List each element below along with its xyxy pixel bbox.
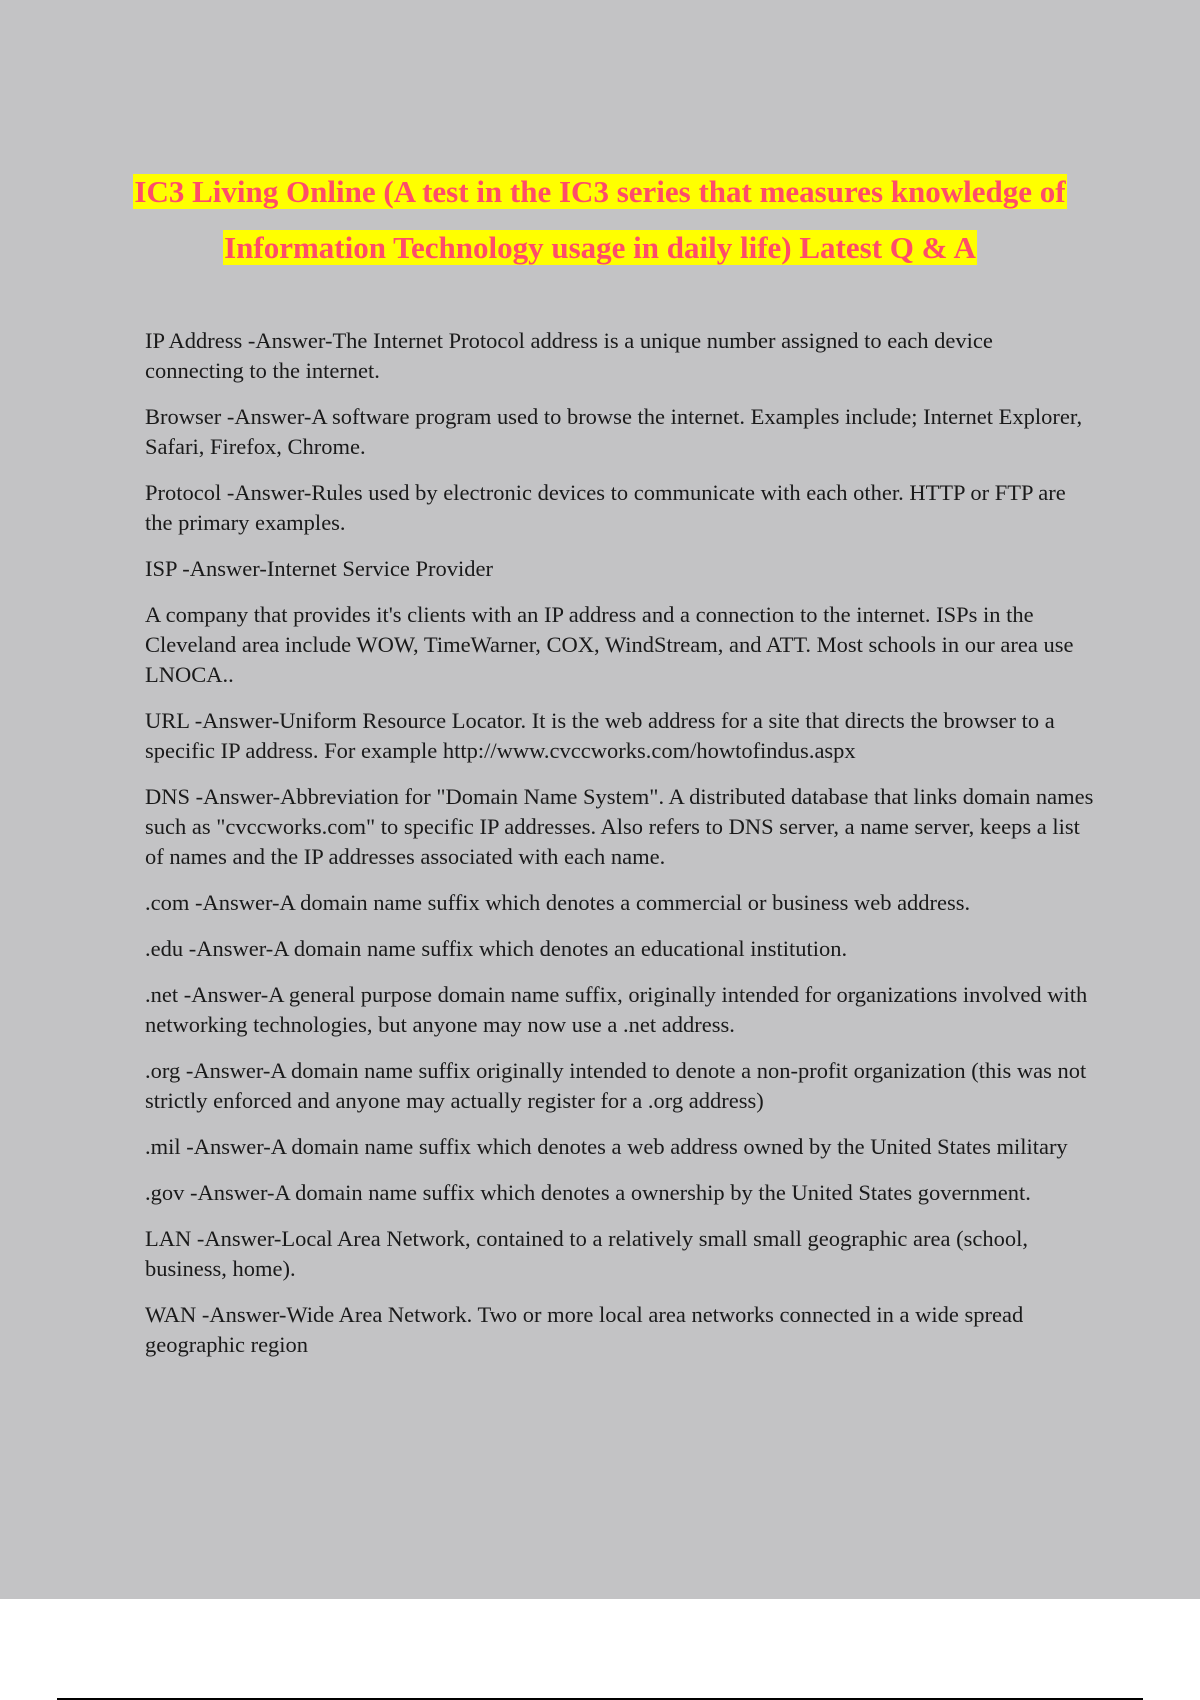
qa-entry: .edu -Answer-A domain name suffix which denotes an educational institution. [145,936,848,961]
qa-entry: .gov -Answer-A domain name suffix which denotes a ownership by the United States government. [145,1180,1031,1205]
qa-entry: URL -Answer-Uniform Resource Locator. It is the web address for a site that directs the browser to a specific IP address. For example http://www.cvccworks.com/howtofindus.aspx [145,708,1055,763]
qa-entry: WAN -Answer-Wide Area Network. Two or more local area networks connected in a wide spread geographic region [145,1302,1024,1357]
qa-entry: LAN -Answer-Local Area Network, contained to a relatively small small geographic area (school, business, home). [145,1226,1028,1281]
qa-entry: .com -Answer-A domain name suffix which denotes a commercial or business web address. [145,890,971,915]
title-line-1: IC3 Living Online (A test in the IC3 series that measures knowledge of [134,174,1066,209]
document-title [100,164,1100,276]
qa-entry: ISP -Answer-Internet Service Provider [145,556,493,581]
qa-entry: .mil -Answer-A domain name suffix which denotes a web address owned by the United States military [145,1134,1068,1159]
title-line-2: Information Technology usage in daily life) Latest Q & A [224,230,976,265]
qa-entry: .net -Answer-A general purpose domain name suffix, originally intended for organizations involved with networking technologies, but anyone may now use a .net address. [145,982,1088,1037]
qa-entry: Protocol -Answer-Rules used by electronic devices to communicate with each other. HTTP or FTP are the primary examples. [145,480,1066,535]
qa-entry: .org -Answer-A domain name suffix originally intended to denote a non-profit organization (this was not strictly enforced and anyone may actually register for a .org address) [145,1058,1087,1113]
qa-entry-list [145,326,1095,1376]
qa-entry: DNS -Answer-Abbreviation for "Domain Name System". A distributed database that links domain names such as "cvccworks.com" to specific IP addresses. Also refers to DNS server, a name server, keeps a list of names and the IP addresses associated with each name. [145,784,1094,869]
qa-entry: Browser -Answer-A software program used to browse the internet. Examples include; Internet Explorer, Safari, Firefox, Chrome. [145,404,1083,459]
qa-entry: A company that provides it's clients with an IP address and a connection to the internet. ISPs in the Cleveland area include WOW, TimeWarner, COX, WindStream, and ATT. Most schools in our area use LNOCA.. [145,602,1074,687]
qa-entry: IP Address -Answer-The Internet Protocol address is a unique number assigned to each device connecting to the internet. [145,328,993,383]
